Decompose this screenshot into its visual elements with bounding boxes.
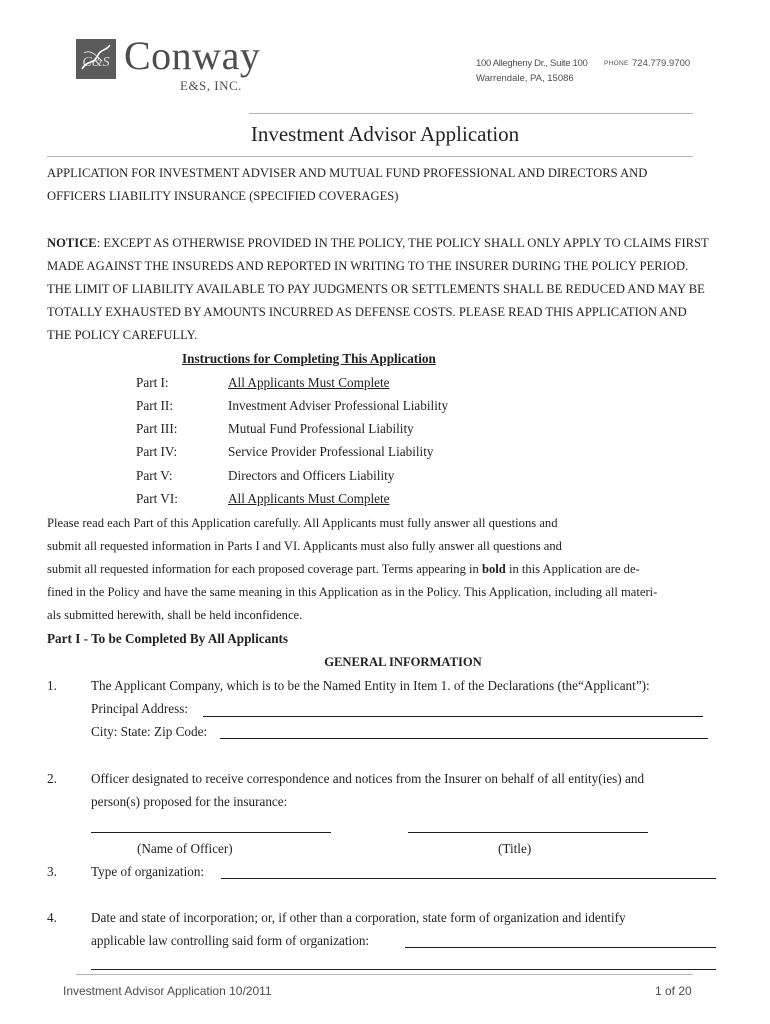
part-label-3: Part III: xyxy=(136,421,178,436)
notice-line3: THE LIMIT OF LIABILITY AVAILABLE TO PAY JUDGMENTS OR SETTLEMENTS SHALL BE REDUCED AND MAY BE xyxy=(47,282,705,296)
logo-subtitle: E&S, INC. xyxy=(180,78,242,93)
body-line5: als submitted herewith, shall be held inconfidence. xyxy=(47,608,303,622)
header-phone-label: PHONE xyxy=(604,60,629,67)
footer-document-name: Investment Advisor Application 10/2011 xyxy=(63,984,272,998)
part-desc-4: Service Provider Professional Liability xyxy=(228,444,434,459)
body-line3-pre: submit all requested information for each proposed coverage part. Terms appearing in xyxy=(47,562,482,576)
body-line3 xyxy=(47,562,640,577)
footer-divider xyxy=(76,974,693,975)
footer-page-number: 1 of 20 xyxy=(655,984,692,998)
type-of-organization-label: Type of organization: xyxy=(91,864,205,879)
general-information-heading: GENERAL INFORMATION xyxy=(324,655,482,669)
part-desc-6: All Applicants Must Complete xyxy=(228,491,390,506)
logo-mark-icon xyxy=(76,39,116,79)
subtitle-line1: APPLICATION FOR INVESTMENT ADVISER AND MUTUAL FUND PROFESSIONAL AND DIRECTORS AND xyxy=(47,166,648,180)
city-state-zip-label: City: State: Zip Code: xyxy=(91,724,208,739)
part-label-5: Part V: xyxy=(136,468,173,483)
body-line1: Please read each Part of this Application carefully. All Applicants must fully answer all questions and xyxy=(47,516,558,530)
principal-address-field[interactable] xyxy=(203,716,703,717)
body-line3-post: in this Application are de- xyxy=(505,562,640,576)
header-divider xyxy=(249,113,693,114)
body-line4: fined in the Policy and have the same meaning in this Application as in the Policy. This Application, including all materi- xyxy=(47,585,658,599)
title-divider xyxy=(47,156,693,157)
part-label-4: Part IV: xyxy=(136,444,178,459)
q2-number: 2. xyxy=(47,771,57,786)
part-label-1: Part I: xyxy=(136,375,169,390)
q4-line2: applicable law controlling said form of organization: xyxy=(91,933,370,948)
logo-name: Conway xyxy=(124,33,261,78)
company-logo xyxy=(76,33,272,94)
type-of-organization-field[interactable] xyxy=(221,878,716,879)
officer-title-label: (Title) xyxy=(498,841,532,856)
q4-number: 4. xyxy=(47,910,57,925)
part1-heading: Part I - To be Completed By All Applicants xyxy=(47,631,289,646)
incorporation-field[interactable] xyxy=(405,947,716,948)
page-title: Investment Advisor Application xyxy=(250,122,520,146)
subtitle-line2: OFFICERS LIABILITY INSURANCE (SPECIFIED COVERAGES) xyxy=(47,189,399,203)
q1-text: The Applicant Company, which is to be the Named Entity in Item 1. of the Declarations (the“Applicant”): xyxy=(91,678,650,693)
body-line3-bold: bold xyxy=(481,562,506,576)
part-label-2: Part II: xyxy=(136,398,173,413)
principal-address-label: Principal Address: xyxy=(91,701,189,716)
q1-number: 1. xyxy=(47,678,57,693)
part-desc-2: Investment Adviser Professional Liability xyxy=(228,398,449,413)
notice-label: NOTICE xyxy=(47,236,97,250)
officer-name-field[interactable] xyxy=(91,832,331,833)
notice-line5: THE POLICY CAREFULLY. xyxy=(47,328,198,342)
part-label-6: Part VI: xyxy=(136,491,178,506)
instructions-heading: Instructions for Completing This Application xyxy=(182,351,436,366)
part-desc-1: All Applicants Must Complete xyxy=(228,375,390,390)
header-address-line2: Warrendale, PA, 15086 xyxy=(476,73,574,84)
city-state-zip-field[interactable] xyxy=(220,738,708,739)
notice-line1 xyxy=(47,236,709,251)
notice-line2: MADE AGAINST THE INSUREDS AND REPORTED IN WRITING TO THE INSURER DURING THE POLICY PERIOD. xyxy=(47,259,689,273)
q2-line1: Officer designated to receive correspondence and notices from the Insurer on behalf of all entity(ies) and xyxy=(91,771,645,786)
q4-line1: Date and state of incorporation; or, if other than a corporation, state form of organization and identify xyxy=(91,910,626,925)
header-address-line1: 100 Allegheny Dr., Suite 100 xyxy=(476,58,588,69)
part-desc-3: Mutual Fund Professional Liability xyxy=(228,421,414,436)
header-phone: 724.779.9700 xyxy=(632,58,691,69)
officer-title-field[interactable] xyxy=(408,832,648,833)
part-desc-5: Directors and Officers Liability xyxy=(228,468,395,483)
body-line2: submit all requested information in Parts I and VI. Applicants must also fully answer all questions and xyxy=(47,539,562,553)
incorporation-field-extra[interactable] xyxy=(91,969,716,970)
notice-line4: TOTALLY EXHAUSTED BY AMOUNTS INCURRED AS DEFENSE COSTS. PLEASE READ THIS APPLICATION AND xyxy=(47,305,687,319)
notice-line1-text: : EXCEPT AS OTHERWISE PROVIDED IN THE POLICY, THE POLICY SHALL ONLY APPLY TO CLAIMS FIRST xyxy=(96,236,709,250)
svg-text:C&S: C&S xyxy=(82,55,110,70)
q3-number: 3. xyxy=(47,864,57,879)
q2-line2: person(s) proposed for the insurance: xyxy=(91,794,288,809)
officer-name-label: (Name of Officer) xyxy=(137,841,233,856)
